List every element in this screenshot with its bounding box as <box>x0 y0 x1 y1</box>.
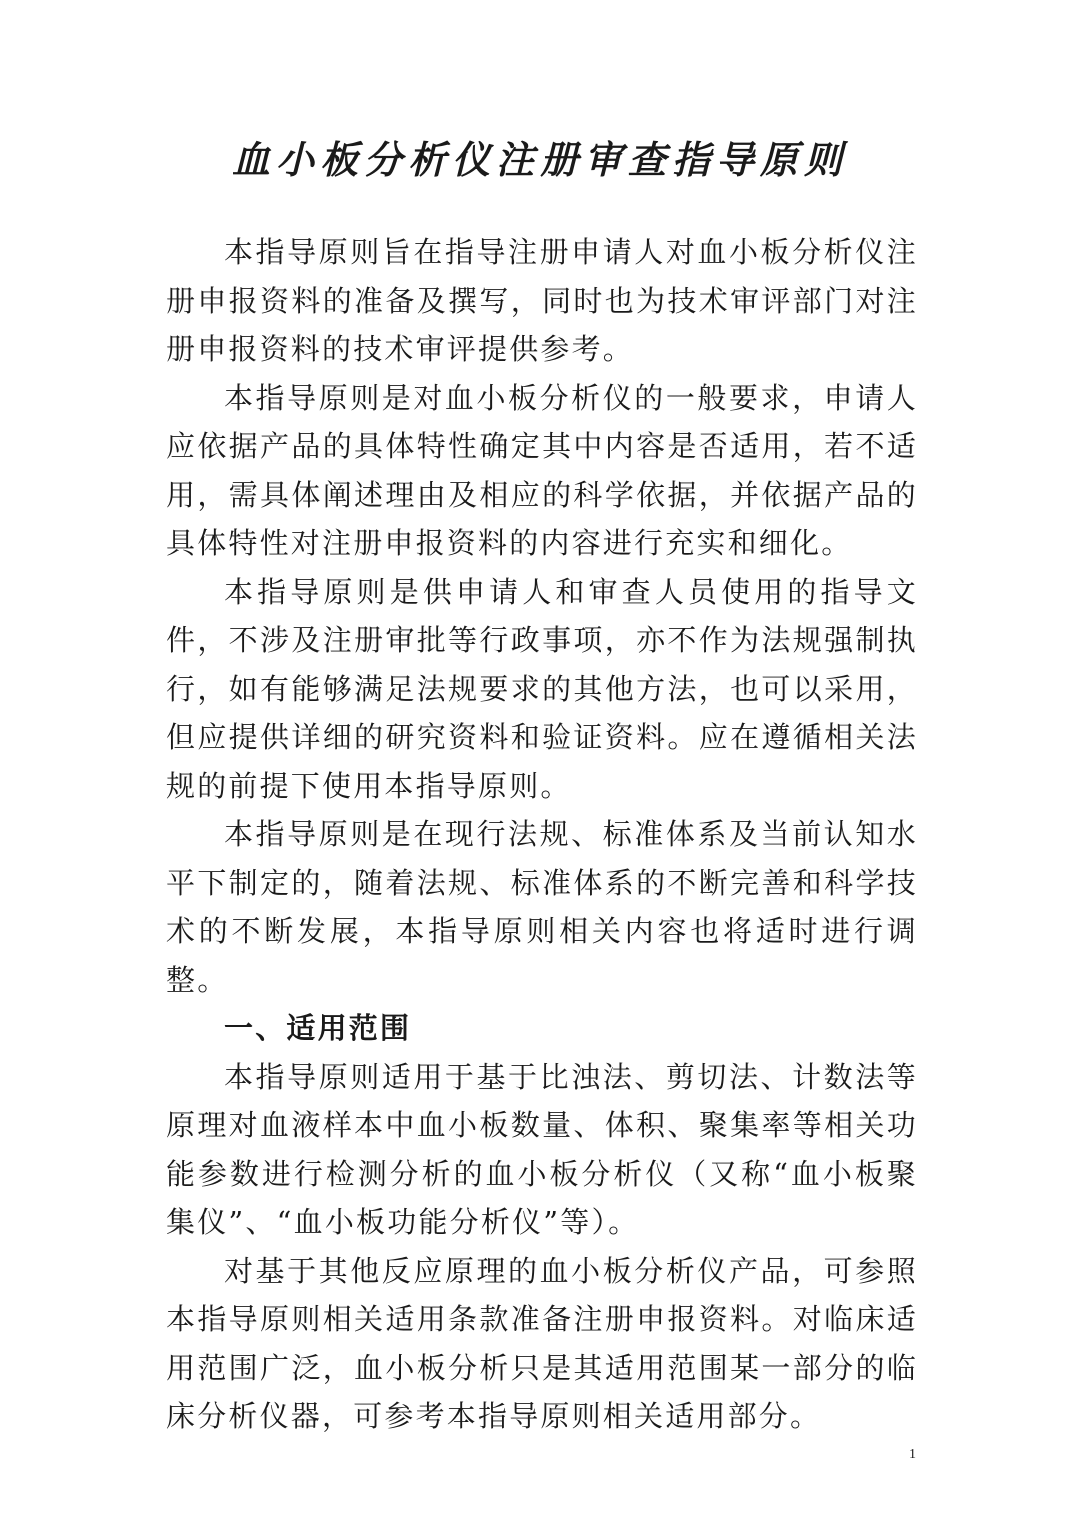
paragraph-revision: 本指导原则是在现行法规、标准体系及当前认知水平下制定的，随着法规、标准体系的不断完善和科学技术的不断发展，本指导原则相关内容也将适时进行调整。 <box>166 817 918 997</box>
page-number: 1 <box>909 1447 916 1462</box>
paragraph-usage: 本指导原则是供申请人和审查人员使用的指导文件，不涉及注册审批等行政事项，亦不作为法规强制执行，如有能够满足法规要求的其他方法，也可以采用，但应提供详细的研究资料和验证资料。应在遵循相关法规的前提下使用本指导原则。 <box>166 574 918 803</box>
document-body <box>166 228 918 1441</box>
document-title: 血小板分析仪注册审查指导原则 <box>231 137 848 182</box>
paragraph-scope-other: 对基于其他反应原理的血小板分析仪产品，可参照本指导原则相关适用条款准备注册申报资料。对临床适用范围广泛，血小板分析只是其适用范围某一部分的临床分析仪器，可参考本指导原则相关适用部分。 <box>166 1253 918 1433</box>
paragraph-purpose: 本指导原则旨在指导注册申请人对血小板分析仪注册申报资料的准备及撰写，同时也为技术审评部门对注册申报资料的技术审评提供参考。 <box>166 235 918 366</box>
paragraph-general-requirements: 本指导原则是对血小板分析仪的一般要求，申请人应依据产品的具体特性确定其中内容是否适用，若不适用，需具体阐述理由及相应的科学依据，并依据产品的具体特性对注册申报资料的内容进行充实和细化。 <box>166 380 918 560</box>
paragraph-scope: 本指导原则适用于基于比浊法、剪切法、计数法等原理对血液样本中血小板数量、体积、聚集率等相关功能参数进行检测分析的血小板分析仪（又称“血小板聚集仪”、“血小板功能分析仪”等）。 <box>166 1059 918 1239</box>
section-heading-scope: 一、适用范围 <box>224 1011 412 1045</box>
